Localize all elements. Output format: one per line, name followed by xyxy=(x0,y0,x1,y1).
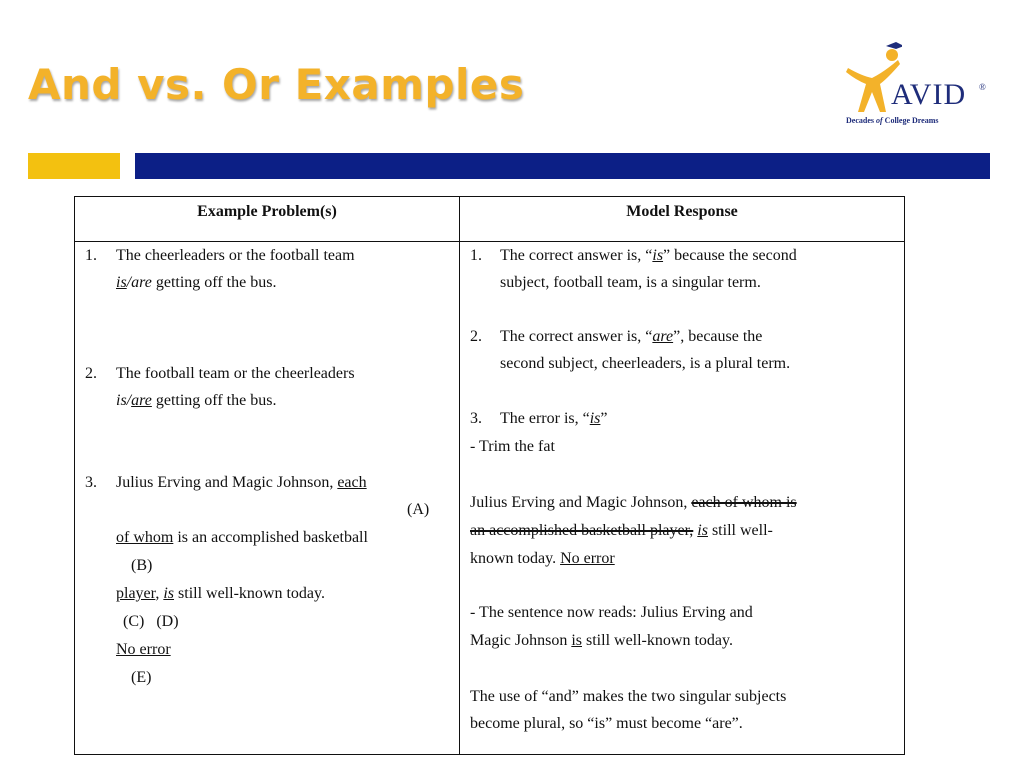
response-1-line-2: subject, football team, is a singular term. xyxy=(500,274,761,291)
problem-1-number: 1. xyxy=(85,247,97,264)
response-2-number: 2. xyxy=(470,328,482,345)
header-example-problems: Example Problem(s) xyxy=(197,203,337,220)
response-1-number: 1. xyxy=(470,247,482,264)
problem-3-label-a: (A) xyxy=(407,501,430,518)
response-3-number: 3. xyxy=(470,410,482,427)
logo-wordmark: AVID xyxy=(891,78,967,111)
problem-3-line-1: Julius Erving and Magic Johnson, each xyxy=(116,474,367,491)
column-divider xyxy=(459,197,460,754)
examples-table xyxy=(74,196,905,755)
logo-tagline: Decades of College Dreams xyxy=(846,116,939,125)
problem-3-line-4: No error xyxy=(116,641,171,658)
response-3-trim-note: - Trim the fat xyxy=(470,438,555,455)
problem-3-label-e: (E) xyxy=(131,669,152,686)
problem-3-line-2: of whom is an accomplished basketball xyxy=(116,529,368,546)
sentence-line-1: Julius Erving and Magic Johnson, each of whom is xyxy=(470,494,797,511)
problem-3-number: 3. xyxy=(85,474,97,491)
sentence-line-2: an accomplished basketball player, is still well- xyxy=(470,522,773,539)
problem-3-label-b: (B) xyxy=(131,557,153,574)
reads-line-1: - The sentence now reads: Julius Erving and xyxy=(470,604,753,621)
header-model-response: Model Response xyxy=(626,203,738,220)
problem-1-line-2: is/are getting off the bus. xyxy=(116,274,277,291)
logo-registered-mark: ® xyxy=(979,82,986,92)
avid-logo xyxy=(842,38,992,128)
slide-title: And vs. Or Examples xyxy=(28,60,525,109)
conclusion-line-1: The use of “and” makes the two singular subjects xyxy=(470,688,787,705)
problem-3-line-3: player, is still well-known today. xyxy=(116,585,325,602)
accent-bar-blue xyxy=(135,153,990,179)
reads-line-2: Magic Johnson is still well-known today. xyxy=(470,632,733,649)
sentence-line-3: known today. No error xyxy=(470,550,615,567)
conclusion-line-2: become plural, so “is” must become “are”. xyxy=(470,715,743,732)
response-3-line-1: The error is, “is” xyxy=(500,410,608,427)
accent-bar-yellow xyxy=(28,153,120,179)
problem-1-line-1: The cheerleaders or the football team xyxy=(116,247,355,264)
problem-2-line-2: is/are getting off the bus. xyxy=(116,392,277,409)
problem-2-line-1: The football team or the cheerleaders xyxy=(116,365,355,382)
problem-3-label-cd: (C) (D) xyxy=(123,613,179,630)
response-2-line-1: The correct answer is, “are”, because the xyxy=(500,328,763,345)
problem-2-number: 2. xyxy=(85,365,97,382)
response-1-line-1: The correct answer is, “is” because the second xyxy=(500,247,797,264)
response-2-line-2: second subject, cheerleaders, is a plural term. xyxy=(500,355,791,372)
